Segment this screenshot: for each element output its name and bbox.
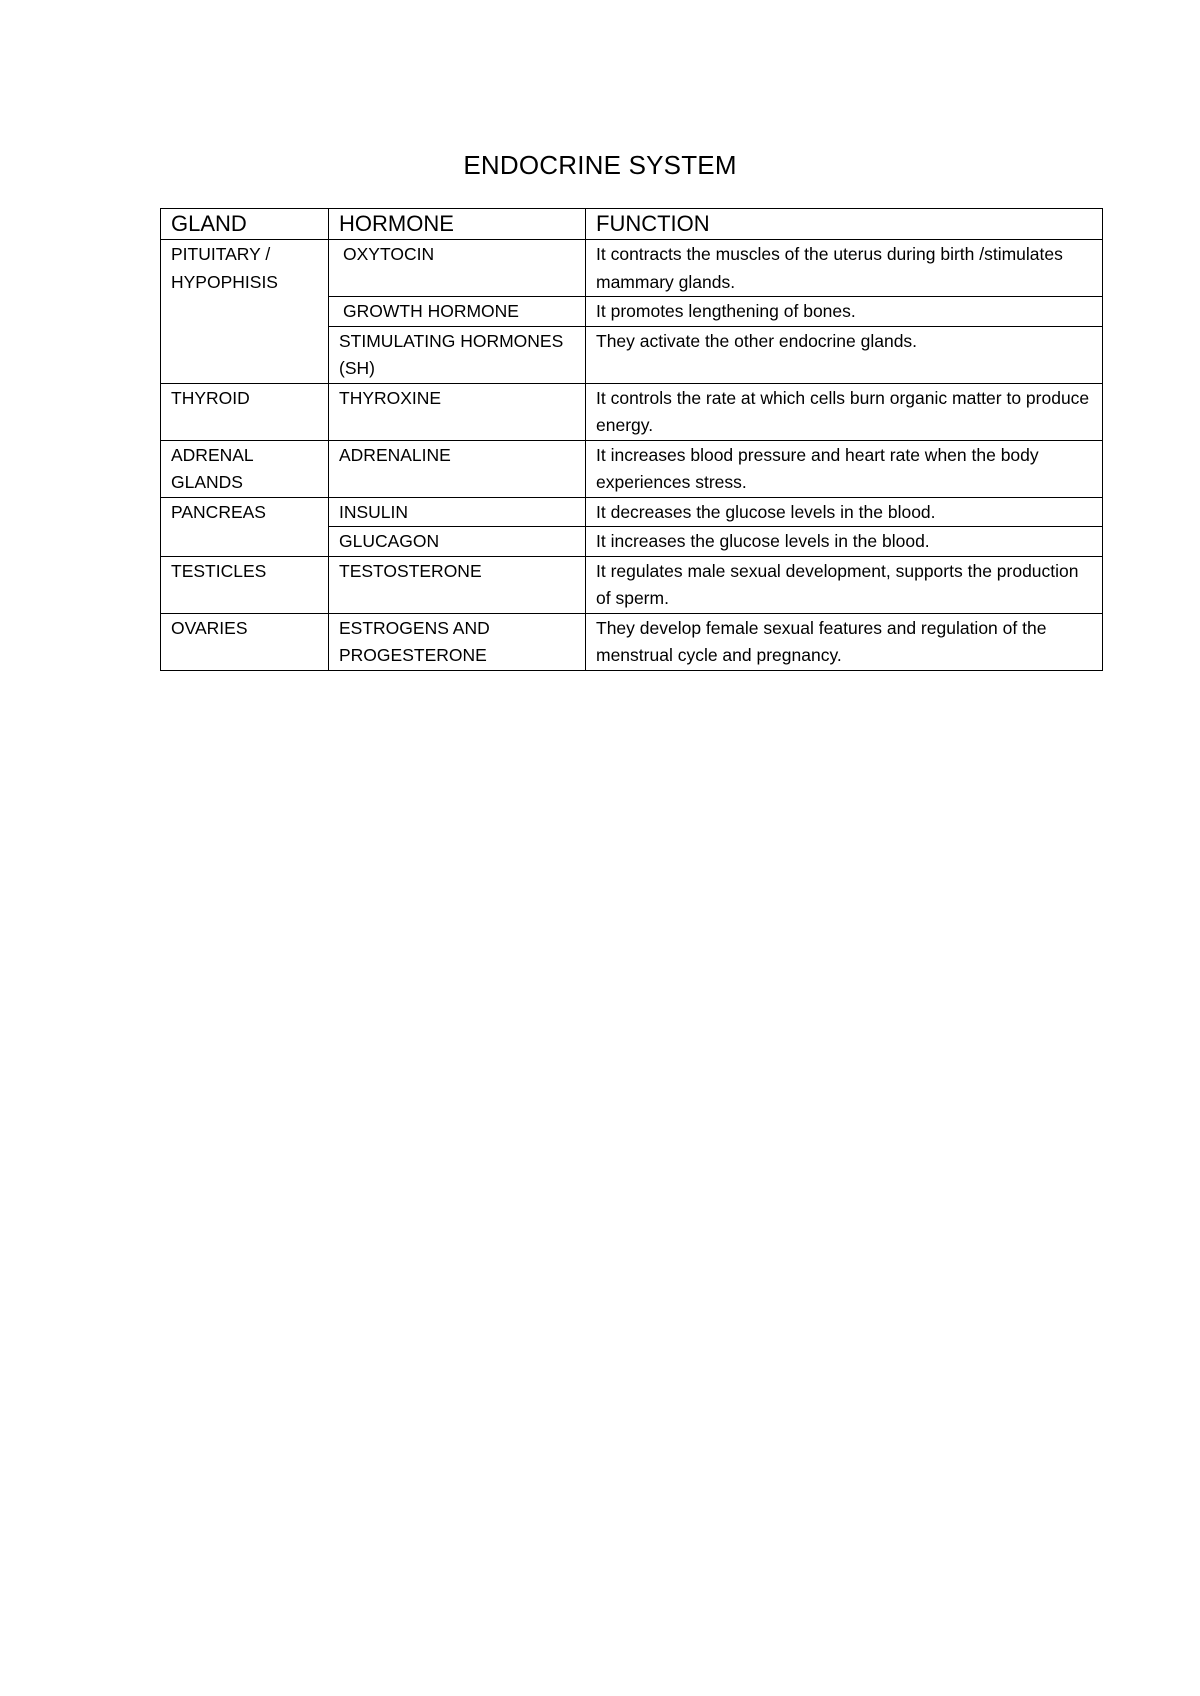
hormone-cell: ESTROGENS AND PROGESTERONE [329,613,586,670]
hormone-cell: GLUCAGON [329,527,586,557]
gland-cell: TESTICLES [161,556,329,613]
table-row [161,613,1103,670]
function-cell: It regulates male sexual development, supports the production of sperm. [586,556,1103,613]
function-cell: It increases the glucose levels in the blood. [586,527,1103,557]
hormone-cell: THYROXINE [329,383,586,440]
function-cell: They develop female sexual features and regulation of the menstrual cycle and pregnancy. [586,613,1103,670]
table-row [161,440,1103,497]
function-cell: It promotes lengthening of bones. [586,297,1103,327]
function-cell: It controls the rate at which cells burn organic matter to produce energy. [586,383,1103,440]
header-hormone: HORMONE [329,209,586,240]
gland-cell: OVARIES [161,613,329,670]
function-cell: They activate the other endocrine glands. [586,326,1103,383]
hormone-cell: ADRENALINE [329,440,586,497]
function-cell: It contracts the muscles of the uterus during birth /stimulates mammary glands. [586,240,1103,297]
function-cell: It increases blood pressure and heart rate when the body experiences stress. [586,440,1103,497]
table-header-row [161,209,1103,240]
hormone-cell: STIMULATING HORMONES (SH) [329,326,586,383]
hormone-cell: TESTOSTERONE [329,556,586,613]
endocrine-table [160,208,1103,671]
hormone-cell: OXYTOCIN [329,240,586,297]
table-row [161,556,1103,613]
document-title: ENDOCRINE SYSTEM [463,150,737,180]
table-row [161,240,1103,297]
header-gland: GLAND [161,209,329,240]
gland-cell: PANCREAS [161,497,329,556]
header-function: FUNCTION [586,209,1103,240]
table-row [161,497,1103,527]
function-cell: It decreases the glucose levels in the blood. [586,497,1103,527]
hormone-cell: INSULIN [329,497,586,527]
gland-cell: PITUITARY / HYPOPHISIS [161,240,329,384]
gland-cell: THYROID [161,383,329,440]
gland-cell: ADRENAL GLANDS [161,440,329,497]
table-row [161,383,1103,440]
hormone-cell: GROWTH HORMONE [329,297,586,327]
